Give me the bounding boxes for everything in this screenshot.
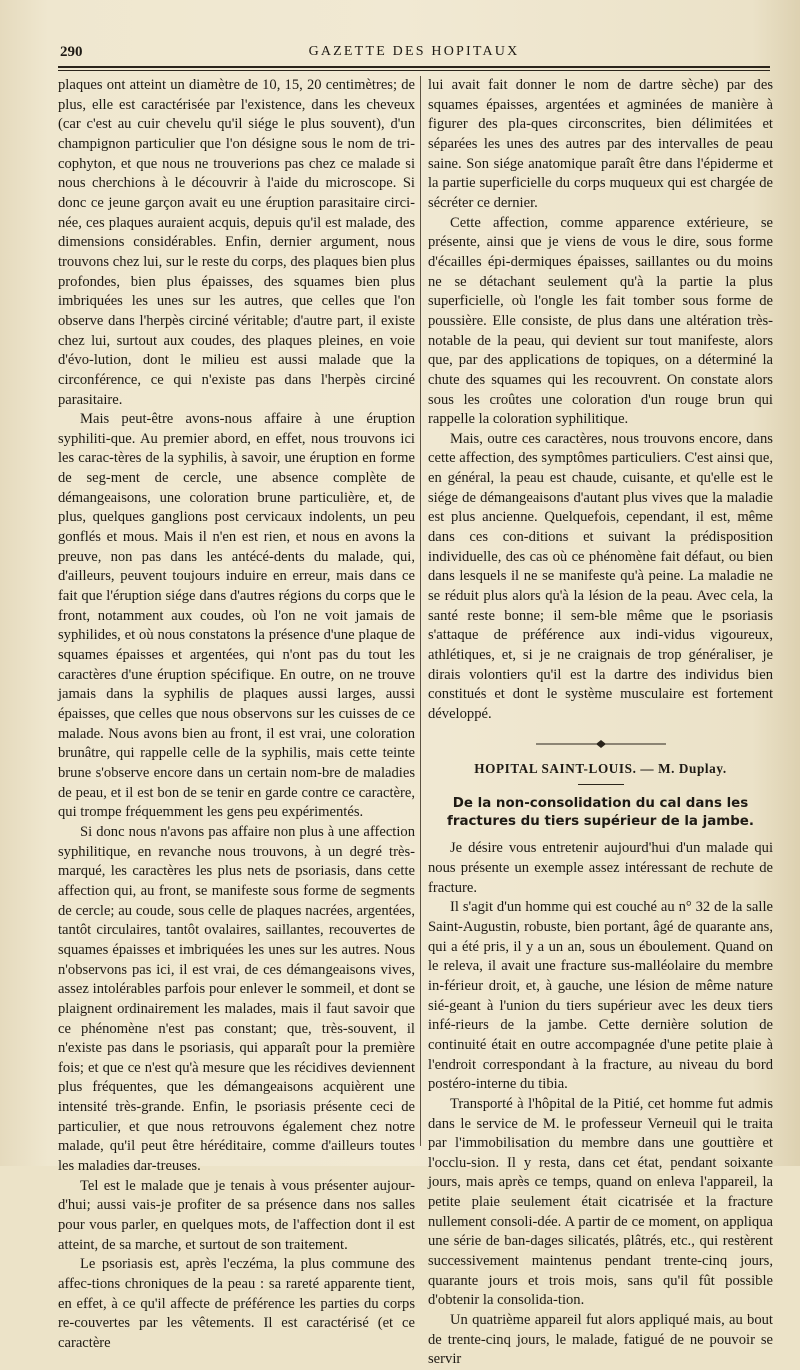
body-paragraph: Le psoriasis est, après l'eczéma, la plus commune des affec-tions chroniques de la peau : sa rareté apparente tient, en effet, à ce qu'il affecte de préférence les parties du corps re-couvertes par les vêtements. Il est caractérisé (et ce caractère <box>58 1256 415 1351</box>
column-divider <box>420 76 421 1146</box>
body-paragraph: Mais, outre ces caractères, nous trouvons encore, dans cette affection, des symptômes particuliers. C'est ainsi que, en général, la peau est chaude, cuisante, et qu'elle est le siége de démangeaisons d'autant plus vives que la maladie est plus ancienne. Quelquefois, cependant, il est, même dans ces con-ditions et suivant la prédisposition individuelle, des cas où ce phénomène fait défaut, ou bien dans lesquels il ne se manifeste qu'à peine. La maladie ne se réduit plus alors qu'à la lésion de la peau. Avec cela, la santé reste bonne; il sem-ble même que le psoriasis s'attaque de préférence aux indi-vidus vigoureux, athlétiques, et, si je ne craignais de trop généraliser, je dirais volontiers qu'il est la dartre des individus bien constitués et dont le système musculaire est fortement développé. <box>428 430 773 722</box>
right-column <box>428 76 773 1370</box>
body-paragraph: Cette affection, comme apparence extérieure, se présente, ainsi que je viens de vous le dire, sous forme d'écailles épi-dermiques épaisses, saillantes ou du moins ne se détachant seulement qu'à la partie la plus superficielle, où l'ongle les fait tomber sous forme de poussière. Elle consiste, de plus dans une altération très-notable de la peau, qui devient sur tout manifeste, alors que, par des applications de topiques, on a déterminé la chute des squames qui les recouvrent. On constate alors sous les croûtes une coloration d'un rouge brun qui rappelle la coloration syphilitique. <box>428 214 773 428</box>
body-paragraph: Si donc nous n'avons pas affaire non plus à une affection syphilitique, en revanche nous trouvons, à un degré très-marqué, les caractères les plus nets de psoriasis, dans cette affection qui, au front, se manifeste sous forme de segments de cercle; au coude, sous celle de plaques nacrées, argentées, tantôt circulaires, tantôt ovalaires, saillantes, recouvertes de squames épaisses et imbriquées les unes sur les autres. Nous n'observons pas ici, il est vrai, de ces démangeaisons vives, assez intolérables parfois pour enlever le sommeil, et dont se plaignent ordinairement les malades, mais il faut savoir que ce phénomène n'est pas constant; que, très-souvent, il n'existe pas dans le psoriasis, qui apparaît pour la première fois; et que ce n'est qu'à mesure que les récidives deviennent plus fréquentes, que les démangeaisons acquièrent une intensité très-grande. Enfin, le psoriasis présente ceci de particulier, et que nous retrouvons également chez notre malade, qu'il peut être héréditaire, comme d'ailleurs toutes les maladies dar-treuses. <box>58 823 415 1175</box>
body-paragraph: Je désire vous entretenir aujourd'hui d'un malade qui nous présente un exemple assez intéressant de rechute de fracture. <box>428 840 773 896</box>
body-paragraph: Tel est le malade que je tenais à vous présenter aujour-d'hui; aussi vais-je profiter de sa présence dans nos salles pour vous parler, en quelques mots, de l'affection dont il est atteint, de sa marche, et surtout de son traitement. <box>58 1177 415 1253</box>
heading-rule <box>578 784 624 785</box>
page-number: 290 <box>60 44 83 60</box>
lecture-title: De la non-consolidation du cal dans les fractures du tiers supérieur de la jambe. <box>447 796 754 830</box>
left-column <box>58 76 415 1354</box>
section-heading: HOPITAL SAINT-LOUIS. — M. Duplay. <box>474 760 727 776</box>
body-paragraph: plaques ont atteint un diamètre de 10, 15, 20 centimètres; de plus, elle est caractérisée par l'existence, dans les cheveux (car c'est au cuir chevelu qu'il siége le plus souvent), d'un champignon particulier que l'on désigne sous le nom de tri-cophyton, et que nous ne trouverions pas chez ce malade si nous cherchions à le découvrir à l'aide du microscope. Si donc ce jeune garçon avait eu une éruption parasitaire circi-née, ces plaques auraient acquis, depuis qu'il est malade, des dimensions considérables. Enfin, dernier argument, nous trouvons chez lui, sur le reste du corps, des plaques bien plus profondes, bien plus épaisses, des squames bien plus imbriquées les unes sur les autres, que celles que l'on observe dans l'herpès circiné véritable; d'autre part, il existe chez lui, surtout aux coudes, des plaques pleines, en voie d'évo-lution, dont le milieu est aussi malade que la circonférence, ce qui n'existe pas dans l'herpès circiné parasitaire. <box>58 77 415 408</box>
running-title: GAZETTE DES HOPITAUX <box>308 44 520 59</box>
body-paragraph: Un quatrième appareil fut alors appliqué mais, au bout de trente-cinq jours, le malade, fatigué de ne pouvoir se servir <box>428 1312 773 1368</box>
body-paragraph: Mais peut-être avons-nous affaire à une éruption syphiliti-que. Au premier abord, en effet, nous trouvons ici les carac-tères de la syphilis, à savoir, une éruption en forme de seg-ment de cercle, une absence complète de démangeaisons, une coloration brune particulière, et, de plus, quelques ganglions post cervicaux indolents, un peu gonflés et mous. Mais il n'en est rien, et nous en avons la preuve, non pas dans les antécé-dents du malade, qui, d'ailleurs, peuvent toujours induire en erreur, mais dans ce fait que l'éruption siége dans d'autres régions du corps que le front, notamment aux coudes, où l'on ne voit jamais de syphilides, et où nous constatons la présence d'une plaque de squames épaisses et argentées, qui n'ont pas du tout les caractères d'une éruption spécifique. En outre, on ne trouve jamais dans la syphilis de plaques aussi larges, aussi épaisses, que celles que nous observons sur les cuisses de ce malade. Nous avons bien au front, il est vrai, une coloration brunâtre, qui rappelle celle de la syphilis, mais cette teinte brune s'observe encore dans un certain nom-bre de maladies de peau, et il est bon de se tenir en garde contre ce caractère, qui trompe fréquemment les gens peu expérimentés. <box>58 411 415 821</box>
body-paragraph: Transporté à l'hôpital de la Pitié, cet homme fut admis dans le service de M. le professeur Verneuil qui le traita par l'immobilisation du membre dans une gouttière et l'occlu-sion. Il y resta, dans cet état, pendant soixante jours, mais après ce temps, quand on enleva l'appareil, la petite plaie seulement était cicatrisée et la fracture nullement consoli-dée. A partir de ce moment, on appliqua une série de ban-dages silicatés, plâtrés, etc., qui restèrent successivement maintenus pendant trente-cinq jours, quarante jours et trois mois, sans qu'il fût possible d'obtenir la consolida-tion. <box>428 1095 773 1309</box>
body-paragraph: Il s'agit d'un homme qui est couché au n° 32 de la salle Saint-Augustin, robuste, bien portant, âgé de quarante ans, qui a été pris, il y a un an, sous un éboulement. Quand on le releva, il avait une fracture sus-malléolaire du membre in-férieur droit, et, à gauche, une lésion de même nature sié-geant à l'union du tiers supérieur avec les deux tiers infé-rieurs de la jambe. Cette dernière solution de continuité était en outre accompagnée d'une petite plaie à l'endroit correspondant à la fracture, au niveau du bord postéro-interne du tibia. <box>428 899 773 1093</box>
body-paragraph: lui avait fait donner le nom de dartre sèche) par des squames épaisses, argentées et agminées de manière à figurer des pla-ques circonscrites, bien délimitées et séparées les unes des autres par des intervalles de peau saine. Son siége anatomique paraît être dans l'épiderme et la partie superficielle du corps muqueux qui est chargée de sécréter ce dernier. <box>428 77 773 211</box>
page-header <box>58 40 770 68</box>
header-rule <box>58 66 770 71</box>
section-ornament <box>536 739 666 749</box>
